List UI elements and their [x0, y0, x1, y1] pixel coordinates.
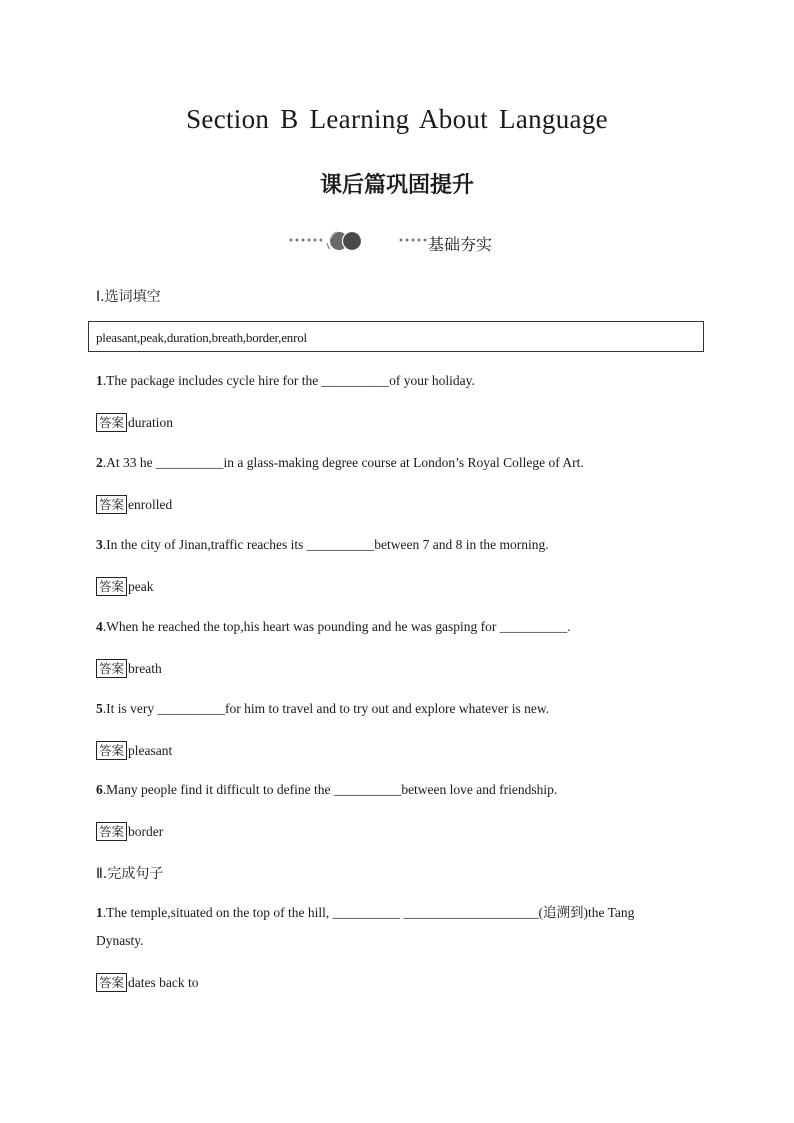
word-bank: pleasant,peak,duration,breath,border,enrol — [88, 321, 704, 352]
answer-5: 答案 pleasant — [96, 740, 172, 760]
section1-heading: Ⅰ.选词填空 — [96, 289, 161, 305]
subtitle-normal: 课后篇 — [319, 173, 386, 198]
page-title: Section B Learning About Language — [186, 104, 608, 134]
question-4: 4.When he reached the top,his heart was pounding and he was gasping for __________. — [96, 619, 571, 634]
answer-2: 答案 enrolled — [96, 494, 172, 514]
answer-label: 答案 — [96, 413, 127, 432]
double-circle-badge-icon — [324, 229, 368, 253]
dotted-line-left — [288, 237, 322, 243]
answer-6: 答案 border — [96, 821, 163, 841]
question-1: 1.The package includes cycle hire for the __________of your holiday. — [96, 373, 475, 388]
dotted-line-right — [398, 237, 428, 243]
page-subtitle — [0, 168, 794, 199]
question-6: 6.Many people find it difficult to define the __________between love and friendship. — [96, 782, 558, 797]
subtitle-bold: 巩固提升 — [386, 173, 475, 198]
banner-label: 基础夯实 — [428, 235, 493, 254]
answer-1: 答案 duration — [96, 412, 173, 432]
answer-label: 答案 — [96, 822, 127, 841]
sentence-question-1: 1.The temple,situated on the top of the hill, __________ ____________________(追溯到)the Tang Dynasty. — [96, 905, 635, 948]
answer-label: 答案 — [96, 659, 127, 678]
answer-3: 答案 peak — [96, 576, 154, 596]
answer-label: 答案 — [96, 577, 127, 596]
answer-label: 答案 — [96, 495, 127, 514]
question-2: 2.At 33 he __________in a glass-making degree course at London’s Royal College of Art. — [96, 455, 584, 470]
answer-4: 答案 breath — [96, 658, 162, 678]
question-3: 3.In the city of Jinan,traffic reaches its __________between 7 and 8 in the morning. — [96, 537, 549, 552]
answer-label: 答案 — [96, 741, 127, 760]
section2-heading: Ⅱ.完成句子 — [96, 866, 164, 882]
sentence-answer-1: 答案 dates back to — [96, 972, 199, 992]
question-5: 5.It is very __________for him to travel and to try out and explore whatever is new. — [96, 701, 550, 716]
answer-label: 答案 — [96, 973, 127, 992]
section-banner — [286, 229, 526, 257]
